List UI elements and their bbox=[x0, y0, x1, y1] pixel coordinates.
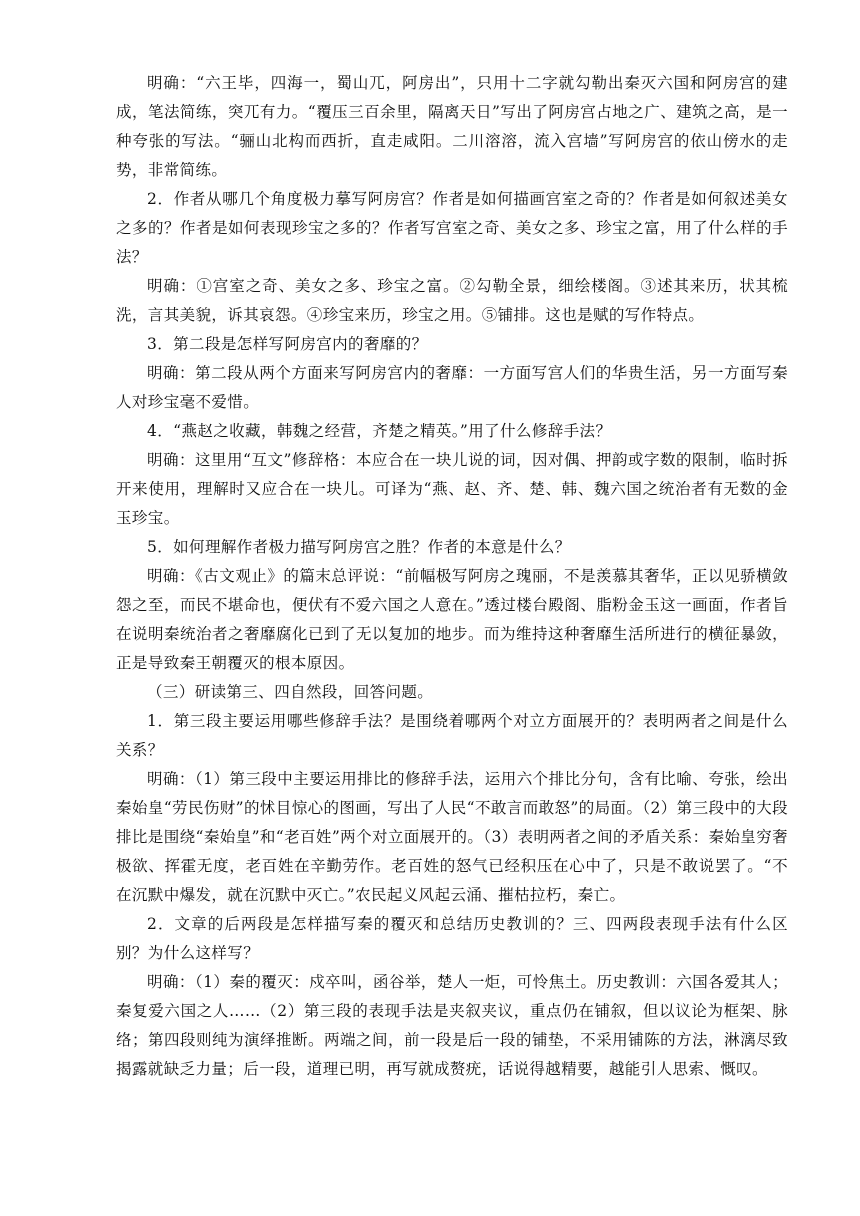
paragraph-answer-2: 明确：①宫室之奇、美女之多、珍宝之富。②勾勒全景，细绘楼阁。③述其来历，状其梳洗，言其美貌，诉其哀怨。④珍宝来历，珍宝之用。⑤铺排。这也是赋的写作特点。 bbox=[116, 277, 788, 324]
paragraph-question-5: 5．如何理解作者极力描写阿房宫之胜？作者的本意是什么？ bbox=[147, 538, 571, 556]
paragraph-question-s3-1: 1．第三段主要运用哪些修辞手法？是围绕着哪两个对立方面展开的？表明两者之间是什么关系？ bbox=[116, 712, 788, 759]
paragraph-question-s3-2: 2．文章的后两段是怎样描写秦的覆灭和总结历史教训的？三、四两段表现手法有什么区别？为什么这样写？ bbox=[116, 915, 788, 962]
paragraph-answer-4: 明确：这里用“互文”修辞格：本应合在一块儿说的词，因对偶、押韵或字数的限制，临时拆开来使用，理解时又应合在一块儿。可译为“燕、赵、齐、楚、韩、魏六国之统治者有无数的金玉珍宝。 bbox=[116, 451, 788, 527]
paragraph-answer-3: 明确：第二段从两个方面来写阿房宫内的奢靡：一方面写宫人们的华贵生活，另一方面写秦人对珍宝毫不爱惜。 bbox=[116, 364, 788, 411]
paragraph-answer-s3-1: 明确：（1）第三段中主要运用排比的修辞手法，运用六个排比分句，含有比喻、夸张，绘出秦始皇“劳民伤财”的怵目惊心的图画，写出了人民“不敢言而敢怒”的局面。（2）第三段中的大段排比是围绕“秦始皇”和“老百姓”两个对立面展开的。（3）表明两者之间的矛盾关系：秦始皇穷奢极欲、挥霍无度，老百姓在辛勤劳作。老百姓的怒气已经积压在心中了，只是不敢说罢了。“不在沉默中爆发，就在沉默中灭亡。”农民起义风起云涌、摧枯拉朽，秦亡。 bbox=[116, 770, 788, 904]
paragraph-answer-5: 明确：《古文观止》的篇末总评说：“前幅极写阿房之瑰丽，不是羡慕其奢华，正以见骄横敛怨之至，而民不堪命也，便伏有不爱六国之人意在。”透过楼台殿阁、脂粉金玉这一画面，作者旨在说明秦统治者之奢靡腐化已到了无以复加的地步。而为维持这种奢靡生活所进行的横征暴敛，正是导致秦王朝覆灭的根本原因。 bbox=[116, 567, 788, 672]
paragraph-answer-1: 明确：“六王毕，四海一，蜀山兀，阿房出”，只用十二字就勾勒出秦灭六国和阿房宫的建成，笔法简练，突兀有力。“覆压三百余里，隔离天日”写出了阿房宫占地之广、建筑之高，是一种夸张的写法。“骊山北构而西折，直走咸阳。二川溶溶，流入宫墙”写阿房宫的依山傍水的走势，非常简练。 bbox=[116, 74, 788, 179]
paragraph-question-4: 4．“燕赵之收藏，韩魏之经营，齐楚之精英。”用了什么修辞手法？ bbox=[147, 422, 612, 440]
paragraph-question-3: 3．第二段是怎样写阿房宫内的奢靡的？ bbox=[147, 335, 428, 353]
document-page bbox=[116, 69, 788, 1084]
section-heading-3: （三）研读第三、四自然段，回答问题。 bbox=[147, 683, 434, 701]
paragraph-answer-s3-2: 明确：（1）秦的覆灭：戍卒叫，函谷举，楚人一炬，可怜焦土。历史教训：六国各爱其人；秦复爱六国之人……（2）第三段的表现手法是夹叙夹议，重点仍在铺叙，但以议论为框架、脉络；第四段则纯为演绎推断。两端之间，前一段是后一段的铺垫，不采用铺陈的方法，淋漓尽致揭露就缺乏力量；后一段，道理已明，再写就成赘疣，话说得越精要，越能引人思索、慨叹。 bbox=[116, 973, 788, 1078]
paragraph-question-2: 2．作者从哪几个角度极力摹写阿房宫？作者是如何描画宫室之奇的？作者是如何叙述美女之多的？作者是如何表现珍宝之多的？作者写宫室之奇、美女之多、珍宝之富，用了什么样的手法？ bbox=[116, 190, 788, 266]
